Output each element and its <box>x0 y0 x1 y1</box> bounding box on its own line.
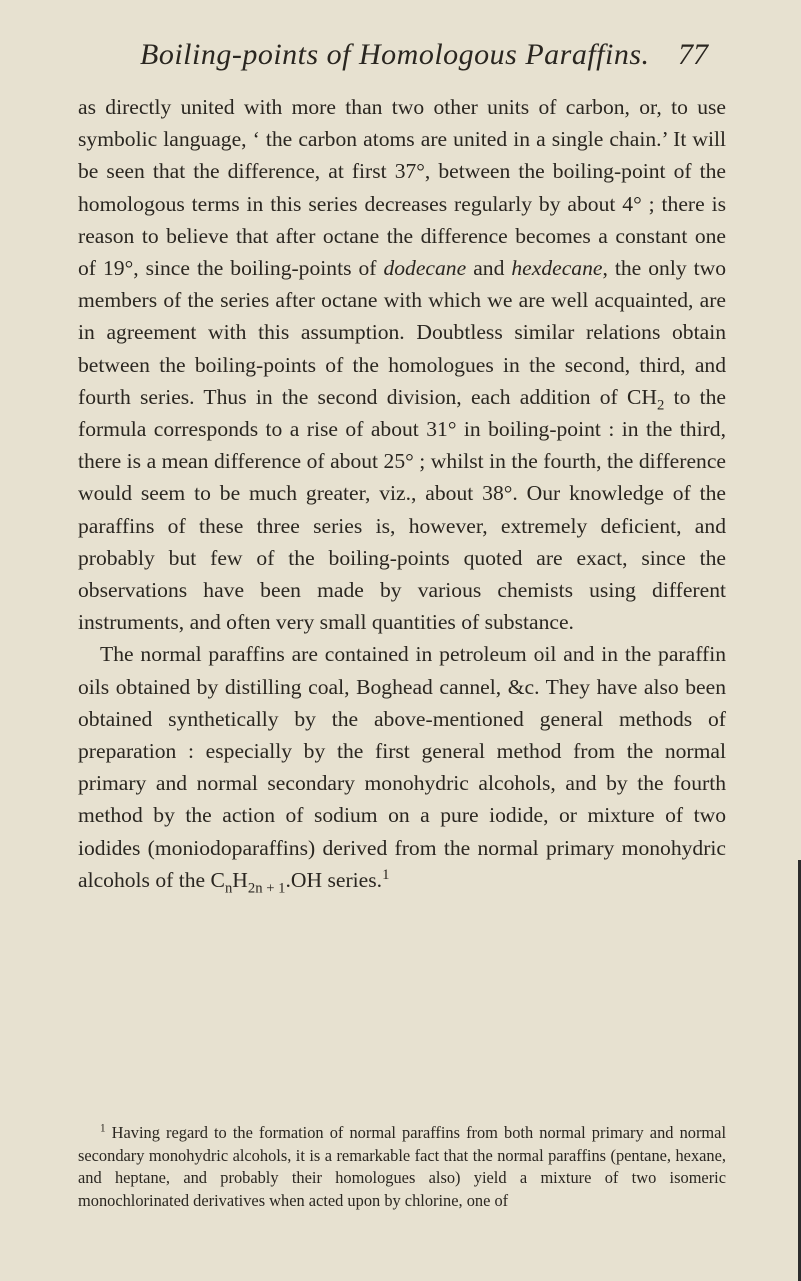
footnote-mark: 1 <box>100 1122 106 1135</box>
paragraph-1 <box>78 91 726 638</box>
text-run: , the only two members of the series after octane with which we are well acquainted, are in agreement with this assumption. Doubtless similar relations obtain between the boiling-points of the homologues in the second, third, and fourth series. Thus in the second division, each addition of CH <box>78 256 726 409</box>
text-run: to the formula corresponds to a rise of about 31° in boiling-point : in the third, there is a mean difference of about 25° ; whilst in the fourth, the difference would seem to be much greater, viz., about 38°. Our knowledge of the paraffins of these three series is, however, extremely deficient, and probably but few of the boiling-points quoted are exact, since the observations have been made by various chemists using different instruments, and often very small quantities of substance. <box>78 384 726 635</box>
footnote-ref: 1 <box>382 866 390 883</box>
subscript: 2n + 1 <box>247 880 286 897</box>
text-run: Having regard to the formation of normal paraffins from both normal primary and normal secondary monohydric alcohols, it is a remarkable fact that the normal paraffins (pentane, hexane, and heptane, and probably their homologues also) yield a mixture of two isomeric monochlorinated derivatives when acted upon by chlorine, one of <box>78 1123 726 1210</box>
running-head <box>78 38 758 78</box>
page-number: 77 <box>678 38 708 71</box>
text-run: H <box>232 867 248 892</box>
text-run: as directly united with more than two other units of carbon, or, to use symbolic language, ‘ the carbon atoms are united in a single chain.’ It will be seen that the difference, at first 37°, between the boiling-point of the homologous terms in this series decreases regularly by about 4° ; there is reason to believe that after octane the difference becomes a constant one of 19°, since the boiling-points of <box>78 95 726 281</box>
text-run: .OH series. <box>285 867 383 892</box>
footnote <box>78 1122 726 1212</box>
text-run: The normal paraffins are contained in petroleum oil and in the paraffin oils obtained by distilling coal, Boghead cannel, &c. They have also been obtained synthetically by the above-mentioned general methods of preparation : especially by the first general method from the normal primary and normal secondary monohydric alcohols, and by the fourth method by the action of sodium on a pure iodide, or mixture of two iodides (moniodoparaffins) derived from the normal primary monohydric alcohols of the C <box>78 642 726 892</box>
body-text <box>78 91 726 896</box>
running-title: Boiling-points of Homologous Paraffins. <box>140 38 650 71</box>
subscript: 2 <box>656 397 665 414</box>
italic-term-hexdecane: hexdecane <box>511 256 603 281</box>
paragraph-2 <box>78 638 726 896</box>
italic-term-dodecane: dodecane <box>383 256 467 281</box>
subscript: n <box>224 880 233 897</box>
footnote-text <box>78 1122 726 1212</box>
text-run: and <box>466 256 512 281</box>
